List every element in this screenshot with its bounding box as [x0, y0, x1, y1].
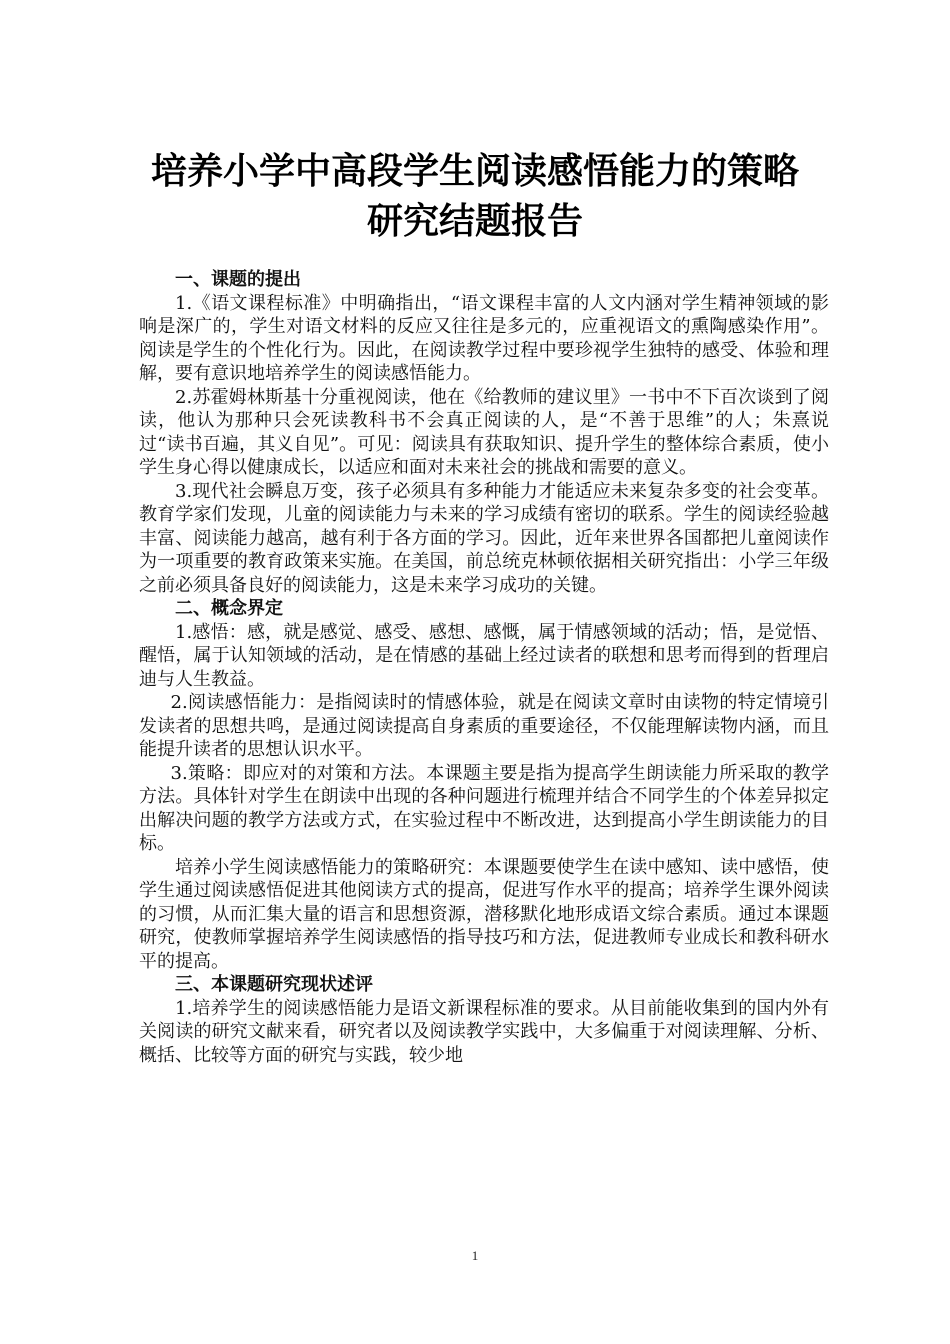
paragraph: 培养小学生阅读感悟能力的策略研究：本课题要使学生在读中感知、读中感悟，使学生通过阅读感悟促进其他阅读方式的提高，促进写作水平的提高；培养学生课外阅读的习惯，从而汇集大量的语言和思想资源，潜移默化地形成语文综合素质。通过本课题研究，使教师掌握培养学生阅读感悟的指导技巧和方法，促进教师专业成长和教科研水平的提高。 — [139, 856, 829, 972]
document-body — [139, 268, 829, 1067]
document-title-line-2: 研究结题报告 — [366, 201, 583, 242]
paragraph: 1.培养学生的阅读感悟能力是语文新课程标准的要求。从目前能收集到的国内外有关阅读的研究文献来看，研究者以及阅读教学实践中，大多偏重于对阅读理解、分析、概括、比较等方面的研究与实践，较少地 — [139, 997, 829, 1066]
paragraph: 2.阅读感悟能力：是指阅读时的情感体验，就是在阅读文章时由读物的特定情境引发读者的思想共鸣，是通过阅读提高自身素质的重要途径，不仅能理解读物内涵，而且能提升读者的思想认识水平。 — [139, 692, 829, 760]
paragraph: 3.策略：即应对的对策和方法。本课题主要是指为提高学生朗读能力所采取的教学方法。具体针对学生在朗读中出现的各种问题进行梳理并结合不同学生的个体差异拟定出解决问题的教学方法或方式，在实验过程中不断改进，达到提高小学生朗读能力的目标。 — [139, 762, 829, 854]
page-number: 1 — [471, 1248, 479, 1263]
paragraph: 3.现代社会瞬息万变，孩子必须具有多种能力才能适应未来复杂多变的社会变革。教育学家们发现，儿童的阅读能力与未来的学习成绩有密切的联系。学生的阅读经验越丰富、阅读能力越高，越有利于各方面的学习。因此，近年来世界各国都把儿童阅读作为一项重要的教育政策来实施。在美国，前总统克林顿依据相关研究指出：小学三年级之前必须具备良好的阅读能力，这是未来学习成功的关键。 — [139, 480, 829, 596]
section-heading-3: 三、本课题研究现状述评 — [175, 974, 373, 995]
paragraph: 1.感悟：感，就是感觉、感受、感想、感慨，属于情感领域的活动；悟，是觉悟、醒悟，属于认知领域的活动，是在情感的基础上经过读者的联想和思考而得到的哲理启迪与人生教益。 — [139, 621, 829, 690]
section-heading-2: 二、概念界定 — [175, 598, 283, 619]
paragraph: 2.苏霍姆林斯基十分重视阅读，他在《给教师的建议里》一书中不下百次谈到了阅读，他认为那种只会死读教科书不会真正阅读的人，是“不善于思维”的人；朱熹说过“读书百遍，其义自见”。可见：阅读具有获取知识、提升学生的整体综合素质，使小学生身心得以健康成长，以适应和面对未来社会的挑战和需要的意义。 — [139, 386, 829, 478]
document-title-line-1: 培养小学中高段学生阅读感悟能力的策略 — [150, 151, 799, 192]
paragraph: 1.《语文课程标准》中明确指出，“语文课程丰富的人文内涵对学生精神领域的影响是深广的，学生对语文材料的反应又往往是多元的，应重视语文的熏陶感染作用”。阅读是学生的个性化行为。因此，在阅读教学过程中要珍视学生独特的感受、体验和理解，要有意识地培养学生的阅读感悟能力。 — [139, 292, 829, 384]
section-heading-1: 一、课题的提出 — [175, 269, 301, 290]
